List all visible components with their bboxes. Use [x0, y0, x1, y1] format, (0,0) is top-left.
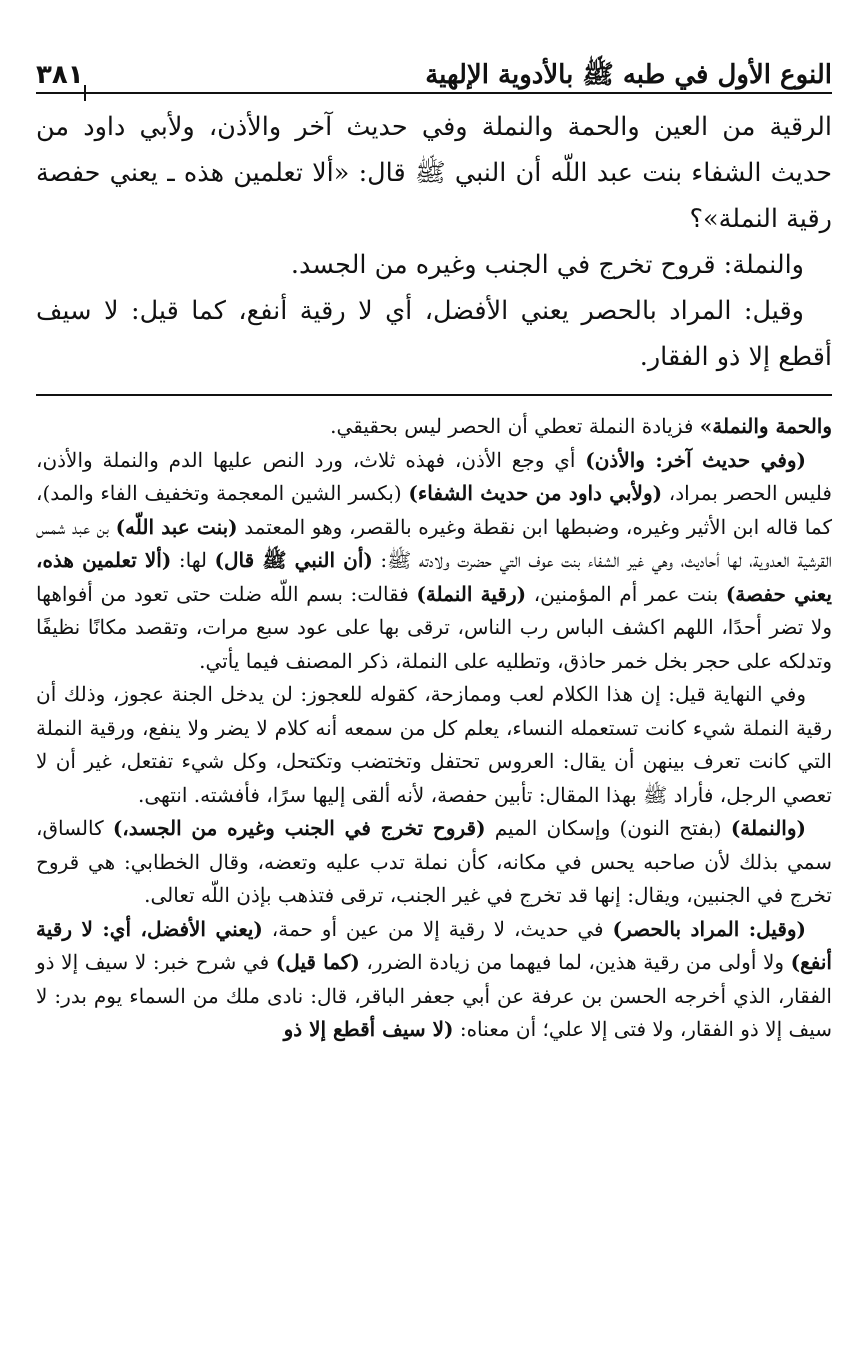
- header-rule-tick: [84, 85, 86, 101]
- commentary-paragraph-2: [36, 444, 832, 679]
- book-page: [36, 50, 832, 1340]
- quoted-text-run: (ألا تعلمين هذه، يعني حفصة): [36, 548, 832, 606]
- page-number: ٣٨١: [36, 60, 84, 90]
- commentary-text-run: في شرح خبر: لا سيف إلا ذو الفقار، الذي أخرجه الحسن بن عرفة عن أبي جعفر الباقر، قال: نادى ملك من السماء يوم بدر: لا سيف إلا ذو الفقار، ولا فتى إلا علي؛ أن معناه:: [36, 950, 832, 1041]
- main-text-block: [36, 104, 832, 380]
- running-header: [36, 50, 832, 94]
- main-paragraph-2: والنملة: قروح تخرج في الجنب وغيره من الجسد.: [290, 250, 804, 280]
- commentary-text-run: فزيادة النملة تعطي أن الحصر ليس بحقيقي.: [330, 414, 700, 438]
- commentary-text-run: بنت عمر أم المؤمنين،: [526, 581, 726, 606]
- commentary-text-run: (بكسر الشين المعجمة وتخفيف الفاء والمد)، كما قاله ابن الأثير وغيره، وضبطها ابن نقطة وغيره بالقصر، وهو المعتمد: [36, 481, 832, 539]
- commentary-block: [36, 410, 832, 1047]
- quoted-text-run: (وقيل: المراد بالحصر): [612, 916, 807, 941]
- quoted-text-run: (كما قيل): [275, 950, 360, 974]
- quoted-text-run: والحمة والنملة»: [699, 414, 832, 438]
- commentary-text-run: (بفتح النون) وإسكان الميم: [485, 816, 731, 840]
- quoted-text-run: (وفي حديث آخر: والأذن): [585, 447, 807, 472]
- quoted-text-run: (بنت عبد اللّه): [115, 514, 238, 539]
- commentary-paragraph-1: [36, 410, 832, 444]
- quoted-text-run: (رقية النملة): [416, 581, 527, 606]
- commentary-text-run: بن عبد شمس القرشية العدوية، لها أحاديث، وهي غير الشفاء بنت عوف التي حضرت ولادته ﷺ:: [36, 514, 833, 572]
- quoted-text-run: (والنملة): [730, 816, 806, 840]
- commentary-paragraph-4: [36, 812, 832, 913]
- commentary-paragraph-5: [36, 913, 832, 1047]
- commentary-text-run: في حديث، لا رقية إلا من عين أو حمة،: [262, 916, 613, 941]
- commentary-text-run: فقالت: بسم اللّه ضلت حتى تعود من أفواهها ولا تضر أحدًا، اللهم اكشف الباس رب الناس، ترقى بها على عود سبع مرات، وتقصد مكانًا نظيفًا وتدلكه على حجر بخل خمر حاذق، وتطليه على النملة، ذكر المصنف فيما يأتي.: [36, 581, 832, 673]
- quoted-text-run: (أن النبي ﷺ قال): [214, 548, 373, 572]
- commentary-paragraph-3: [36, 678, 832, 812]
- quoted-text-run: (قروح تخرج في الجنب وغيره من الجسد،): [112, 816, 486, 840]
- main-paragraph-3: وقيل: المراد بالحصر يعني الأفضل، أي لا رقية أنفع، كما قيل: لا سيف أقطع إلا ذو الفقار.: [36, 296, 832, 372]
- commentary-text-run: ولا أولى من رقية هذين، لما فيهما من زيادة الضرر،: [359, 950, 791, 974]
- commentary-text-run: وفي النهاية قيل: إن هذا الكلام لعب وممازحة، كقوله للعجوز: لن يدخل الجنة عجوز، وذلك أن رقية النملة شيء كانت تستعمله النساء، يعلم كل من سمعه أنه كلام لا يضر ولا ينفع، ورقية النملة التي كانت تعرف بينهن أن يقال: العروس تحتفل وتختضب وتكتحل، وكل شيء تفتعل، غير أن لا تعصي الرجل، فأراد ﷺ بهذا المقال: تأبين حفصة، لأنه ألقى إليها سرًا، فأفشته. انتهى.: [36, 682, 832, 807]
- commentary-text-run: كالساق، سمي بذلك لأن صاحبه يحس في مكانه، كأن نملة تدب عليه وتعضه، وقال الخطابي: هي قروح تخرج في الجنبين، ويقال: إنها قد تخرج في غير الجنب، ترقى فتذهب بإذن اللّه تعالى.: [36, 816, 832, 907]
- quoted-text-run: (يعني الأفضل، أي: لا رقية أنفع): [36, 916, 832, 974]
- commentary-text-run: أي وجع الأذن، فهذه ثلاث، ورد النص عليها الدم والنملة والأذن، فليس الحصر بمراد،: [36, 447, 832, 505]
- quoted-text-run: (ولأبي داود من حديث الشفاء): [408, 481, 663, 505]
- section-divider: [36, 394, 832, 396]
- main-paragraph-1: الرقية من العين والحمة والنملة وفي حديث آخر والأذن، ولأبي داود من حديث الشفاء بنت عبد اللّه أن النبي ﷺ قال: «ألا تعلمين هذه ـ يعني حفصة رقية النملة»؟: [36, 112, 832, 234]
- quoted-text-run: (لا سيف أقطع إلا ذو: [283, 1017, 454, 1041]
- chapter-header-title: النوع الأول في طبه ﷺ بالأدوية الإلهية: [425, 60, 832, 90]
- commentary-text-run: لها:: [171, 548, 215, 572]
